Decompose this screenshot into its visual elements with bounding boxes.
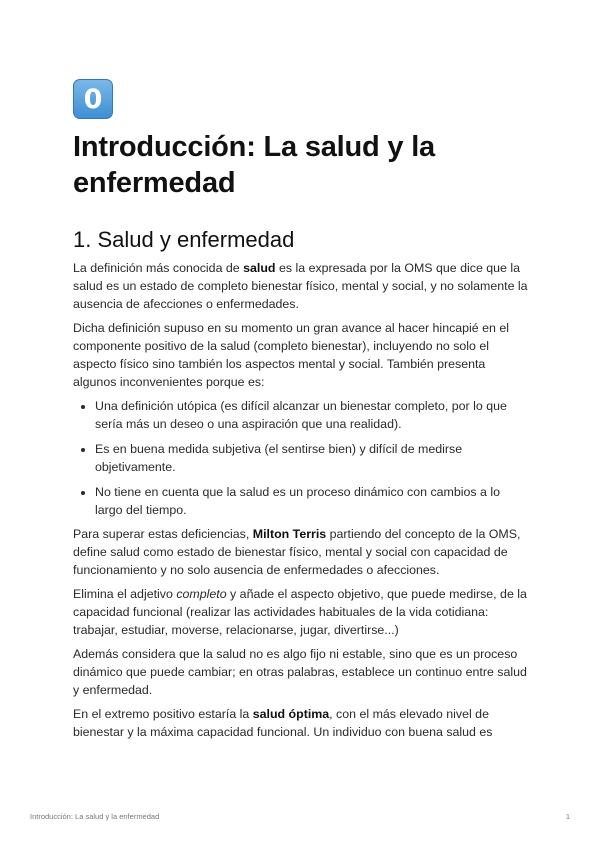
list-item: • No tiene en cuenta que la salud es un proceso dinámico con cambios a lo largo del tiempo.	[95, 483, 528, 519]
paragraph-advance: Dicha definición supuso en su momento un gran avance al hacer hincapié en el componente positivo de la salud (completo bienestar), incluyendo no solo el aspecto físico sino también los aspectos mental y social. También presenta algunos inconvenientes porque es:	[73, 321, 510, 389]
paragraph-text: Elimina el adjetivo	[73, 587, 177, 601]
paragraph-text: La definición más conocida de	[73, 261, 244, 275]
footer-title: Introducción: La salud y la enfermedad	[30, 812, 160, 821]
bold-term: salud óptima	[252, 707, 330, 721]
inconvenience-list	[73, 397, 528, 519]
keycap-zero-icon	[73, 79, 113, 119]
paragraph-terris	[73, 525, 528, 579]
section-heading: 1. Salud y enfermedad	[73, 227, 295, 252]
document-page	[73, 79, 528, 741]
paragraph-text: Para superar estas deficiencias,	[73, 527, 253, 541]
paragraph-optimal	[73, 705, 528, 741]
keycap-zero-label: 0	[83, 83, 103, 115]
bold-term: salud	[243, 261, 276, 275]
list-item: • Es en buena medida subjetiva (el sentirse bien) y difícil de medirse objetivamente.	[95, 440, 528, 476]
page-title: Introducción: La salud y la enfermedad	[73, 131, 435, 199]
paragraph-dynamic: Además considera que la salud no es algo fijo ni estable, sino que es un proceso dinámico que puede cambiar; en otras palabras, establece un continuo entre salud y enfermedad.	[73, 647, 527, 697]
bold-term: Milton Terris	[252, 527, 327, 541]
list-item: • Una definición utópica (es difícil alcanzar un bienestar completo, por lo que sería más un deseo o una aspiración que una realidad).	[95, 397, 528, 433]
paragraph-text: es la expresada por la OMS que dice que la salud es un estado de completo bienestar físico, mental y social, y no solamente la ausencia de afecciones o enfermedades.	[73, 261, 528, 311]
paragraph-text: , con el más elevado nivel de bienestar y la máxima capacidad funcional. Un individuo con buena salud es	[73, 707, 493, 739]
paragraph-text: partiendo del concepto de la OMS, define salud como estado de bienestar físico, mental y social con capacidad de funcionamiento y no solo ausencia de enfermedades o afecciones.	[73, 527, 521, 577]
paragraph-functional	[73, 585, 528, 639]
paragraph-text: y añade el aspecto objetivo, que puede medirse, de la capacidad funcional (realizar las actividades habituales de la vida cotidiana: trabajar, estudiar, moverse, relacionarse, jugar, divertirse...)	[73, 587, 527, 637]
paragraph-text: En el extremo positivo estaría la	[73, 707, 253, 721]
italic-term: completo	[176, 587, 227, 601]
paragraph-definition	[73, 259, 528, 313]
page-number: 1	[565, 812, 570, 821]
